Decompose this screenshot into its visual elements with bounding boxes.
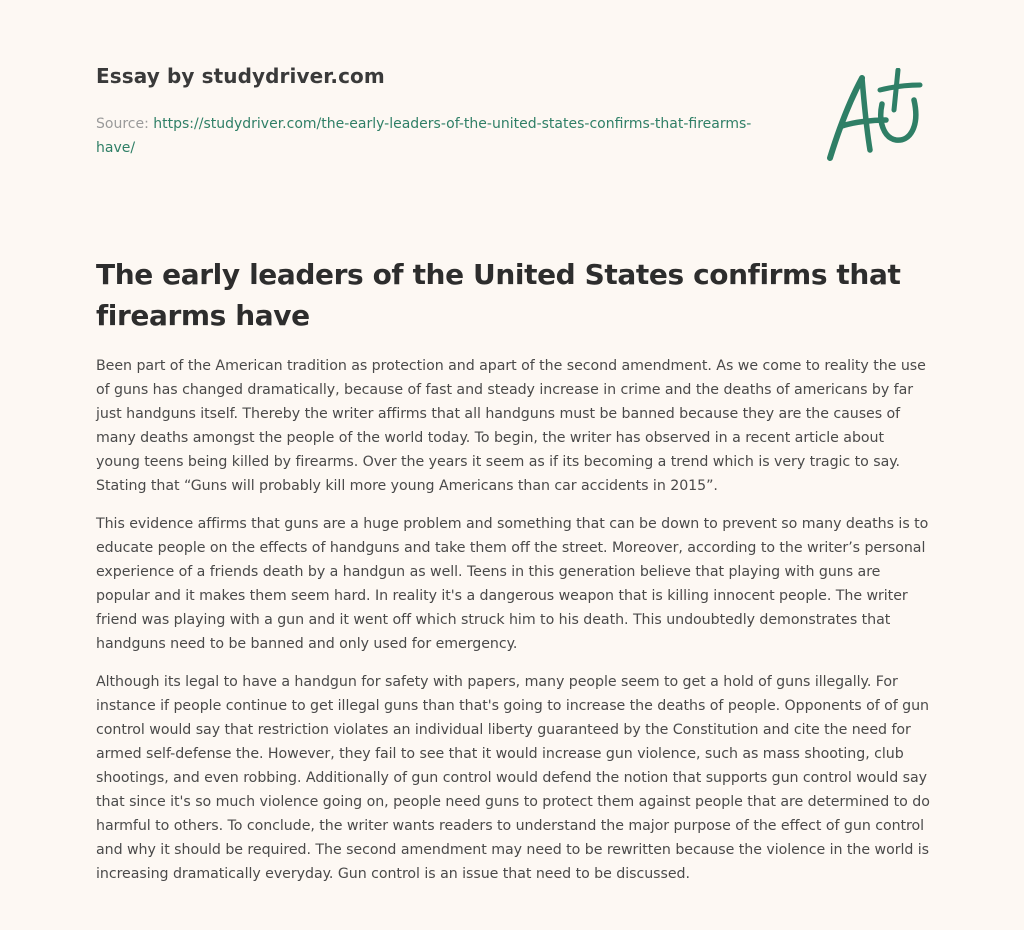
page-header — [96, 62, 756, 160]
a-plus-logo-icon — [822, 68, 928, 164]
source-line — [96, 112, 756, 160]
site-title: Essay by studydriver.com — [96, 64, 385, 88]
article-title: The early leaders of the United States confirms that firearms have — [96, 258, 901, 332]
paragraph: Although its legal to have a handgun for safety with papers, many people seem to get a hold of guns illegally. For instance if people continue to get illegal guns than that's going to increase the deaths of people. Opponents of of gun control would say that restriction violates an individual liberty guaranteed by the Constitution and cite the need for armed self-defense the. However, they fail to see that it would increase gun violence, such as mass shooting, club shootings, and even robbing. Additionally of gun control would defend the notion that supports gun control would say that since it's so much violence going on, people need guns to protect them against people that are determined to do harmful to others. To conclude, the writer wants readers to understand the major purpose of the effect of gun control and why it should be required. The second amendment may need to be rewritten because the violence in the world is increasing dramatically everyday. Gun control is an issue that need to be discussed. — [96, 674, 930, 882]
paragraph: Been part of the American tradition as protection and apart of the second amendment. As we come to reality the use of guns has changed dramatically, because of fast and steady increase in crime and the deaths of americans by far just handguns itself. Thereby the writer affirms that all handguns must be banned because they are the causes of many deaths amongst the people of the world today. To begin, the writer has observed in a recent article about young teens being killed by firearms. Over the years it seem as if its becoming a trend which is very tragic to say. Stating that “Guns will probably kill more young Americans than car accidents in 2015”. — [96, 358, 926, 494]
paragraph: This evidence affirms that guns are a huge problem and something that can be down to prevent so many deaths is to educate people on the effects of handguns and take them off the street. Moreover, according to the writer’s personal experience of a friends death by a handgun as well. Teens in this generation believe that playing with guns are popular and it makes them seem hard. In reality it's a dangerous weapon that is killing innocent people. The writer friend was playing with a gun and it went off which struck him to his death. This undoubtedly demonstrates that handguns need to be banned and only used for emergency. — [96, 516, 929, 652]
article-body — [96, 354, 930, 900]
source-label: Source: — [96, 116, 149, 132]
source-link[interactable]: https://studydriver.com/the-early-leaders-of-the-united-states-confirms-that-firearms-have/ — [96, 116, 752, 156]
